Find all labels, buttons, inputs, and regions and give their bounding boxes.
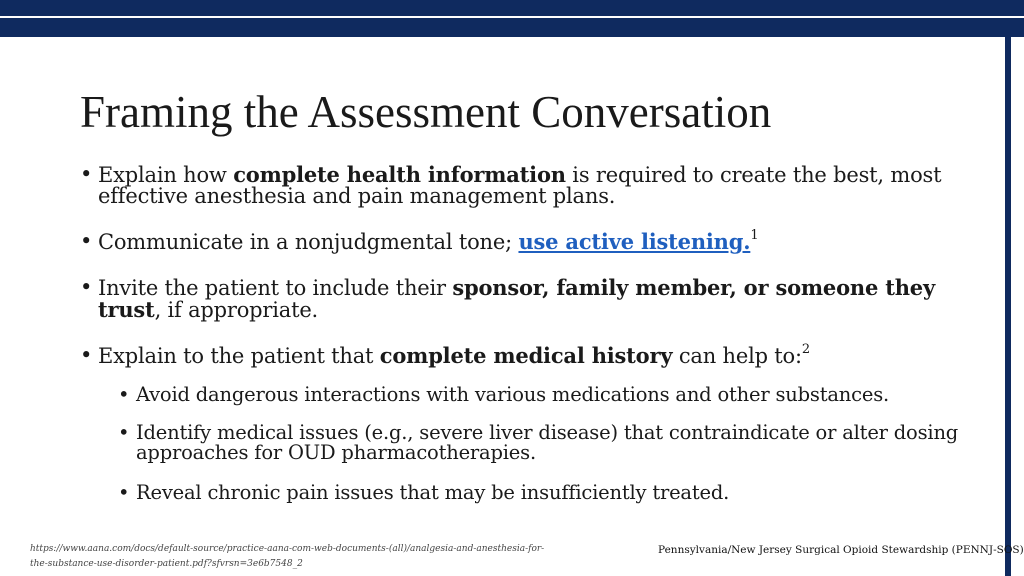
sub-bullet-medical-issues: • Identify medical issues (e.g., severe liver disease) that contraindicate or alter dosing approaches for OUD pharmacotherapies. bbox=[118, 423, 980, 463]
slide-title: Framing the Assessment Conversation bbox=[80, 87, 772, 137]
bullet-nonjudgmental-tone: • Communicate in a nonjudgmental tone; use active listening.$^1$ bbox=[80, 231, 980, 253]
active-listening-link[interactable]: use active listening. bbox=[518, 229, 751, 254]
footer-organization: Pennsylvania/New Jersey Surgical Opioid Stewardship (PENNJ-SOS) bbox=[658, 544, 1024, 556]
bullet-invite-support-person: • Invite the patient to include their sponsor, family member, or someone they trust, if appropriate. bbox=[80, 277, 980, 321]
bullet-medical-history: • Explain to the patient that complete medical history can help to:$^2$ bbox=[80, 345, 980, 367]
slide-body bbox=[80, 160, 980, 503]
header-band bbox=[0, 0, 1024, 37]
source-footnote[interactable]: https://www.aana.com/docs/default-source/practice-aana-com-web-documents-(all)/analgesia-and-anesthesia-for-the-substance-use-disorder-patient.pdf?sfvrsn=3e6b7548_2 bbox=[30, 544, 545, 569]
bullet-health-information: • Explain how complete health information is required to create the best, most effective anesthesia and pain management plans. bbox=[80, 164, 980, 207]
citation-1: 1 bbox=[750, 228, 759, 243]
right-accent-bar bbox=[1005, 37, 1011, 576]
header-rule bbox=[0, 16, 1024, 18]
citation-2: 2 bbox=[801, 342, 810, 357]
sub-bullet-interactions: • Avoid dangerous interactions with various medications and other substances. bbox=[118, 385, 980, 405]
sub-bullet-chronic-pain: • Reveal chronic pain issues that may be insufficiently treated. bbox=[118, 483, 980, 503]
